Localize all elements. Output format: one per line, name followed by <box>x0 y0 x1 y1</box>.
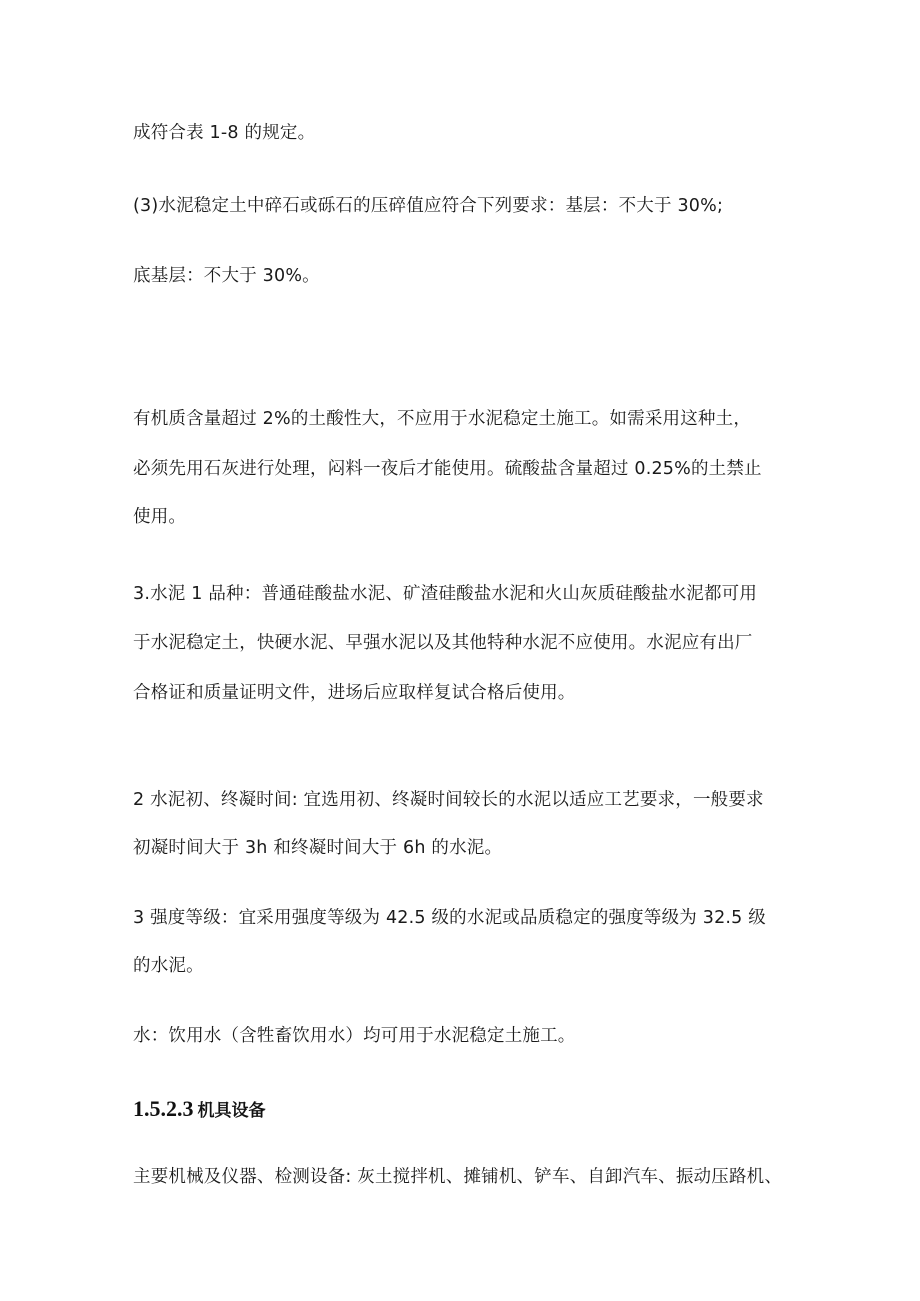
text-line: 于水泥稳定土，快硬水泥、早强水泥以及其他特种水泥不应使用。水泥应有出厂 <box>133 633 753 653</box>
text-line: 2 水泥初、终凝时间: 宜选用初、终凝时间较长的水泥以适应工艺要求，一般要求 <box>133 790 764 810</box>
text-line: 3 强度等级：宜采用强度等级为 42.5 级的水泥或品质稳定的强度等级为 32.5 级 <box>133 908 766 928</box>
section-number: 1.5.2.3 <box>133 1096 194 1121</box>
text-line: 主要机械及仪器、检测设备: 灰土搅拌机、摊铺机、铲车、自卸汽车、振动压路机、 <box>133 1167 783 1187</box>
text-line: 成符合表 1-8 的规定。 <box>133 123 316 143</box>
text-line: 3.水泥 1 品种：普通硅酸盐水泥、矿渣硅酸盐水泥和火山灰质硅酸盐水泥都可用 <box>133 584 758 604</box>
text-line: 有机质含量超过 2%的土酸性大，不应用于水泥稳定土施工。如需采用这种土， <box>133 409 752 429</box>
section-heading <box>133 1095 266 1125</box>
text-line: 使用。 <box>133 507 187 527</box>
text-line: 合格证和质量证明文件，进场后应取样复试合格后使用。 <box>133 683 576 703</box>
text-line: 水：饮用水（含牲畜饮用水）均可用于水泥稳定土施工。 <box>133 1026 576 1046</box>
text-line: (3)水泥稳定土中碎石或砾石的压碎值应符合下列要求：基层：不大于 30%; <box>133 196 724 216</box>
text-line: 初凝时间大于 3h 和终凝时间大于 6h 的水泥。 <box>133 838 503 858</box>
text-line: 底基层：不大于 30%。 <box>133 266 320 286</box>
section-title: 机具设备 <box>197 1101 266 1121</box>
text-line: 的水泥。 <box>133 956 204 976</box>
text-line: 必须先用石灰进行处理，闷料一夜后才能使用。硫酸盐含量超过 0.25%的土禁止 <box>133 459 762 479</box>
